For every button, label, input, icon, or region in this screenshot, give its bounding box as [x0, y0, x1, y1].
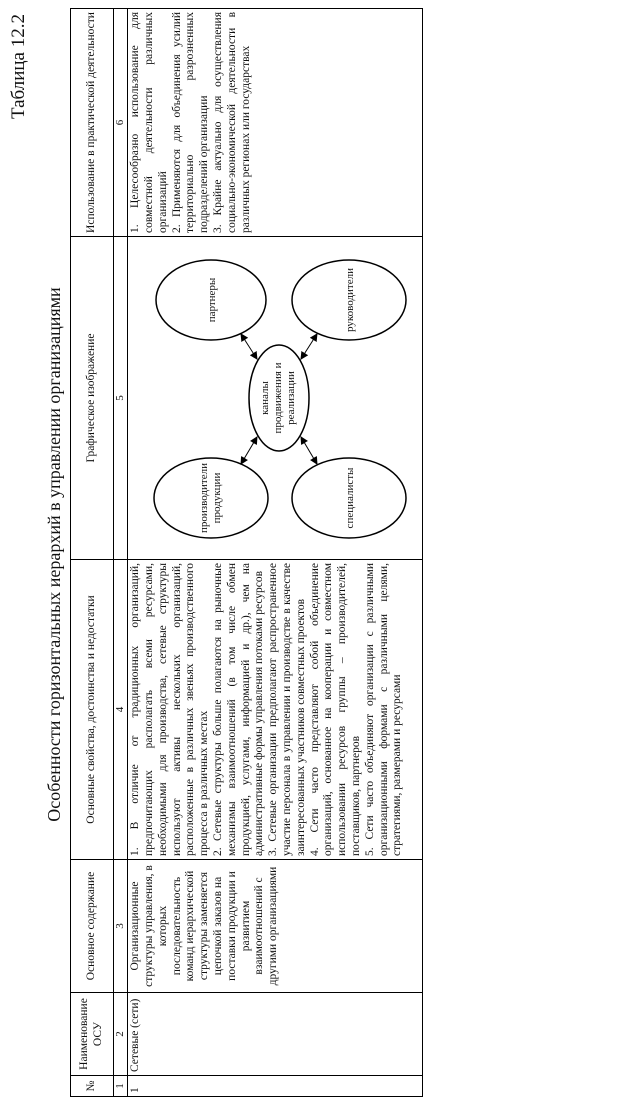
- specialists-label: специалисты: [344, 467, 357, 529]
- table-row: [128, 9, 423, 1097]
- center-label-1: каналы: [259, 381, 272, 415]
- header-name: Наименование ОСУ: [71, 993, 114, 1076]
- row-properties: [128, 560, 423, 860]
- column-number: 4: [114, 560, 128, 860]
- property-item: 5. Сети часто объединяют организации с различными организационными формами с различными целями, стратегиями, размерами и ресурсами: [363, 563, 404, 856]
- property-item: 1. В отличие от традиционных организаций, предпочитающих располагать всеми ресурсами, необходимыми для производства, сетевые структуры используют активы нескольких организаций, расположенные в различных звеньях производственного процесса в различных местах: [129, 563, 211, 856]
- usage-item: 1. Целесообразно использование для совместной деятельности различных организаций: [129, 12, 169, 233]
- producers-label-2: продукции: [211, 472, 224, 524]
- connector-arrow: [301, 334, 317, 359]
- row-usage: [128, 9, 423, 237]
- row-name: Сетевые (сети): [128, 993, 423, 1076]
- network-diagram: [129, 248, 414, 548]
- row-diagram: [128, 237, 423, 560]
- column-number: 3: [114, 860, 128, 993]
- column-number-row: [114, 9, 128, 1097]
- managers-label: руководители: [344, 268, 357, 332]
- column-number: 5: [114, 237, 128, 560]
- partners-label: партнеры: [206, 277, 219, 323]
- hierarchy-table: [70, 8, 423, 1097]
- row-number: 1: [128, 1076, 423, 1097]
- producers-label-1: производители: [198, 463, 211, 533]
- header-row: [71, 9, 114, 1097]
- property-item: 4. Сети часто представляют собой объединение организаций, основанное на кооперации и совместном использовании ресурсов группы – производителей, поставщиков, партнеров: [308, 563, 362, 856]
- column-number: 2: [114, 993, 128, 1076]
- header-number: №: [71, 1076, 114, 1097]
- connector-arrow: [241, 437, 257, 464]
- header-content: Основное содержание: [71, 860, 114, 993]
- property-item: 3. Сетевые организации предполагают распространенное участие персонала в управлении и производстве в качестве заинтересованных участников совместных проектов: [267, 563, 307, 856]
- column-number: 6: [114, 9, 128, 237]
- header-properties: Основные свойства, достоинства и недостатки: [71, 560, 114, 860]
- usage-item: 2. Применяются для объединения усилий территориально разрозненных подразделений организации: [170, 12, 211, 233]
- property-item: 2. Сетевые структуры больше полагаются на рыночные механизмы взаимоотношений (в том числе обмен продукцией, услугами, информацией и др.), чем на административные формы управления потоками ресурсов: [211, 563, 266, 856]
- row-content: Организационные структуры управления, в которых последовательность команд иерархической структуры заменяется цепочкой заказов на поставки продукции и развитием взаимоотношений с другими организациями: [128, 860, 423, 993]
- connector-arrow: [301, 437, 317, 464]
- table-title: Особенности горизонтальных иерархий в управлении организациями: [44, 287, 64, 822]
- center-label-2: продвижения и: [272, 362, 285, 434]
- usage-item: 3. Крайне актуально для осуществления социально-экономической деятельности в различных регионах или государствах: [211, 12, 252, 233]
- header-diagram: Графическое изображение: [71, 237, 114, 560]
- connector-arrow: [241, 334, 257, 359]
- column-number: 1: [114, 1076, 128, 1097]
- center-label-3: реализации: [285, 371, 298, 425]
- header-usage: Использование в практической деятельности: [71, 9, 114, 237]
- table-label: Таблица 12.2: [8, 14, 29, 120]
